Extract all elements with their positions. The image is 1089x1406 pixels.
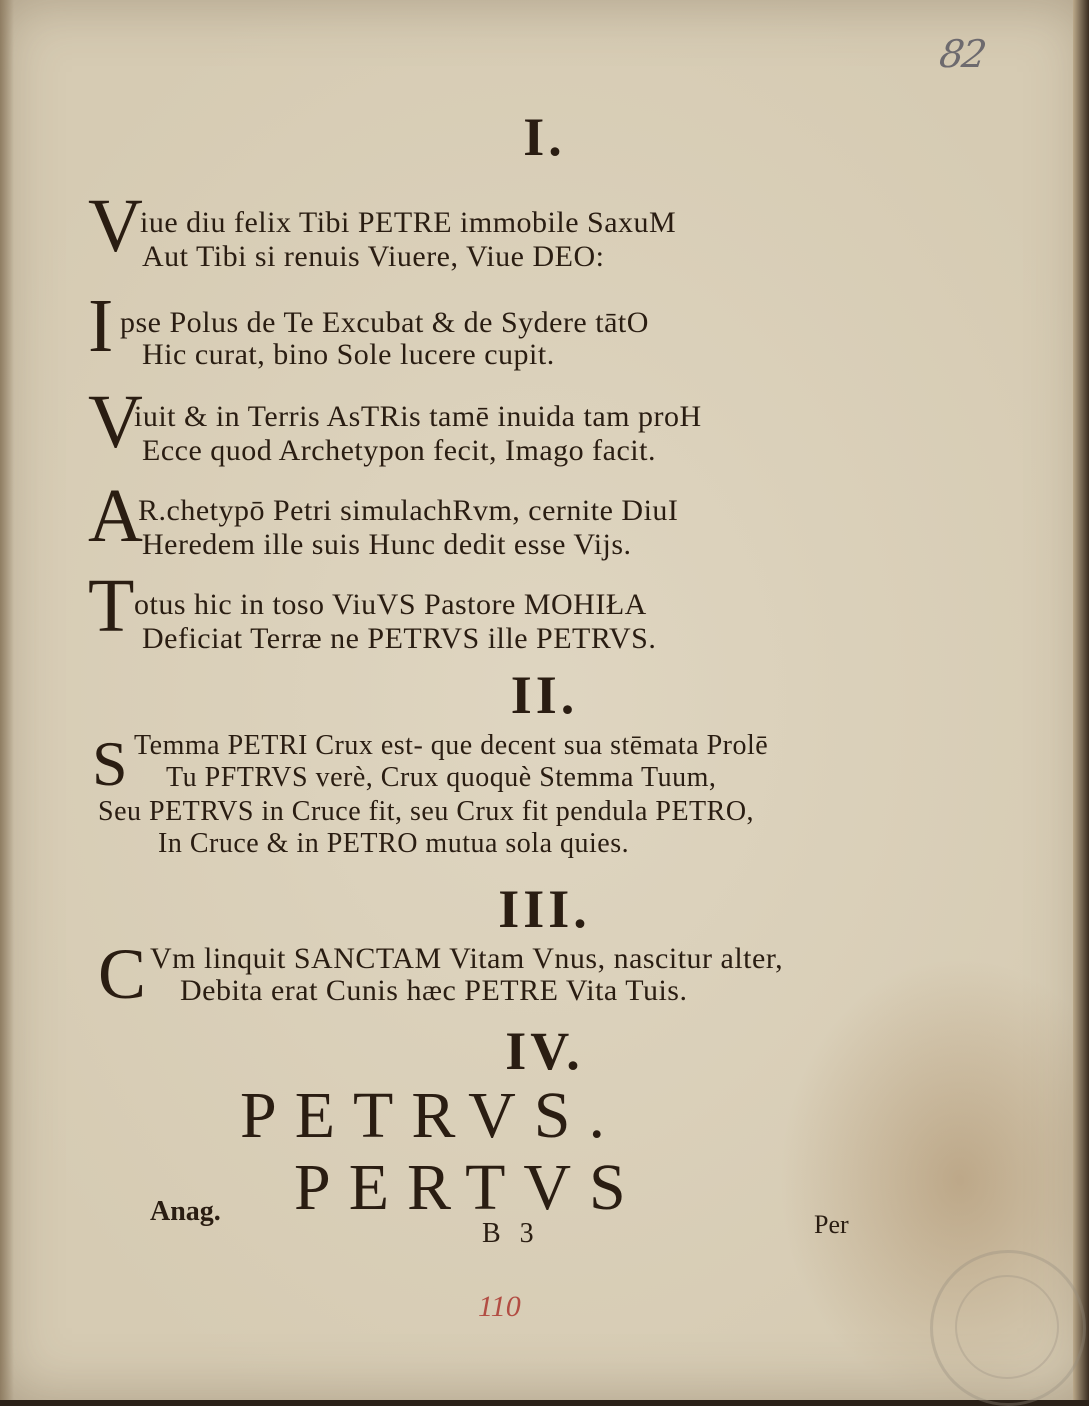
- section-numeral-2: II.: [510, 665, 579, 725]
- verse-line: pse Polus de Te Excubat & de Sydere tātO: [120, 306, 649, 339]
- stanza-initial: V: [88, 184, 143, 268]
- stanza-initial: V: [88, 380, 143, 464]
- anagram-word-original: PETRVS.: [240, 1079, 623, 1152]
- stanza-initial: C: [98, 934, 147, 1014]
- library-stamp-icon: [930, 1250, 1086, 1406]
- verse-line: Temma PETRI Crux est- que decent sua stēmata Prolē: [134, 730, 769, 761]
- verse-line: iuit & in Terris AsTRis tamē inuida tam proH: [134, 400, 702, 433]
- verse-line: R.chetypō Petri simulachRvm, cernite DiuI: [138, 494, 679, 527]
- verse-line: Seu PETRVS in Cruce fit, seu Crux fit pendula PETRO,: [98, 796, 755, 827]
- anagram-label: Anag.: [150, 1196, 221, 1227]
- verse-line: Heredem ille suis Hunc dedit esse Vijs.: [142, 528, 632, 561]
- anagram-word-result: PERTVS: [294, 1151, 644, 1224]
- stanza-initial: I: [88, 284, 114, 368]
- verse-line: Aut Tibi si renuis Viuere, Viue DEO:: [142, 240, 605, 273]
- verse-line: Tu PFTRVS verè, Crux quoquè Stemma Tuum,: [166, 762, 717, 793]
- verse-line: Vm linquit SANCTAM Vitam Vnus, nascitur alter,: [150, 942, 784, 975]
- page-number: 110: [478, 1290, 521, 1323]
- stanza-initial: S: [92, 728, 128, 799]
- section-numeral-1: I.: [523, 107, 566, 167]
- verse-line: Deficiat Terræ ne PETRVS ille PETRVS.: [142, 622, 657, 655]
- catchword: Per: [814, 1210, 849, 1239]
- verse-line: In Cruce & in PETRO mutua sola quies.: [158, 828, 630, 859]
- verse-line: Ecce quod Archetypon fecit, Imago facit.: [142, 434, 656, 467]
- stanza-initial: A: [88, 474, 143, 558]
- verse-line: otus hic in toso ViuVS Pastore MOHIŁA: [134, 588, 647, 621]
- section-numeral-4: IV.: [505, 1021, 584, 1081]
- verse-line: iue diu felix Tibi PETRE immobile SaxuM: [140, 206, 677, 239]
- verse-line: Hic curat, bino Sole lucere cupit.: [142, 338, 555, 371]
- library-stamp-inner-ring: [955, 1275, 1059, 1379]
- stanza-initial: T: [88, 564, 135, 648]
- folio-number: 82: [936, 32, 988, 76]
- section-numeral-3: III.: [498, 879, 591, 939]
- signature-mark: B 3: [482, 1218, 540, 1249]
- verse-line: Debita erat Cunis hæc PETRE Vita Tuis.: [180, 974, 688, 1007]
